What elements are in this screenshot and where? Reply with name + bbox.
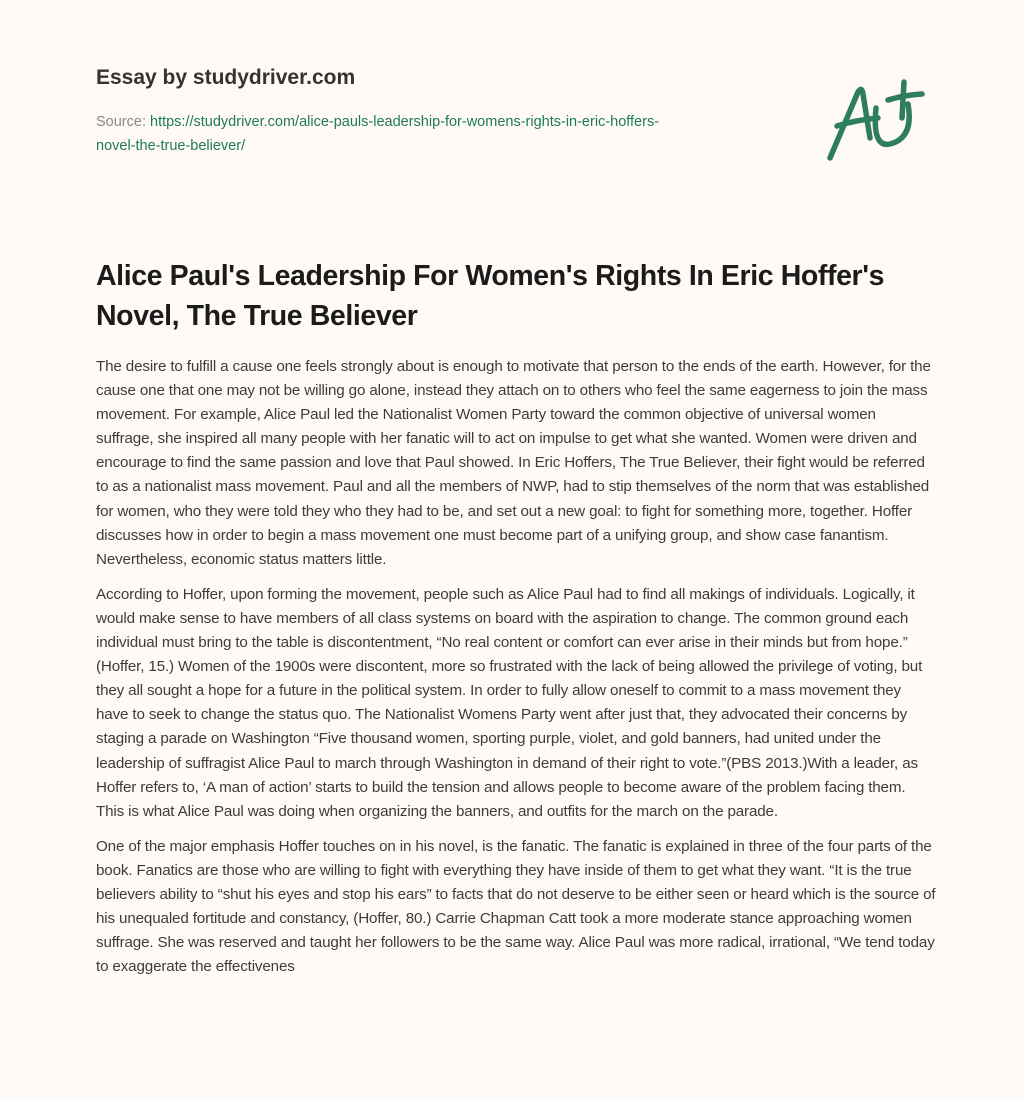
source-link-line1[interactable]: https://studydriver.com/alice-pauls-leadership-for-womens-rights-in-eric-hoffers- bbox=[150, 114, 660, 130]
article-paragraph: The desire to fulfill a cause one feels strongly about is enough to motivate that person to the ends of the earth. However, for the cause one that one may not be willing go alone, instead they attach on to others who feel the same eagerness to join the mass movement. For example, Alice Paul led the Nationalist Women Party toward the common objective of universal women suffrage, she inspired all many people with her fanatic will to act on impulse to get what she wanted. Women were driven and encourage to find the same passion and love that Paul showed. In Eric Hoffers, The True Believer, their fight would be referred to as a nationalist mass movement. Paul and all the members of NWP, had to stip themselves of the norm that was established for women, who they were told they who they had to be, and set out a new goal: to fight for something more, together. Hoffer discusses how in order to begin a mass movement one must become part of a unifying group, and show case fanantism. Nevertheless, economic status matters little. bbox=[96, 358, 931, 568]
a-plus-grade-icon bbox=[818, 68, 930, 166]
source-line bbox=[96, 110, 776, 158]
article-body bbox=[96, 355, 936, 990]
source-link-line2[interactable]: novel-the-true-believer/ bbox=[96, 138, 246, 154]
page-header bbox=[96, 64, 776, 158]
source-label: Source: bbox=[96, 114, 150, 130]
brand-title: Essay by studydriver.com bbox=[96, 66, 356, 89]
article-title: Alice Paul's Leadership For Women's Rights In Eric Hoffer's Novel, The True Believer bbox=[96, 260, 885, 332]
article-paragraph: According to Hoffer, upon forming the movement, people such as Alice Paul had to find all makings of individuals. Logically, it would make sense to have members of all class systems on board with the aspiration to change. The common ground each individual must bring to the table is discontentment, “No real content or comfort can ever arise in their minds but from hope.” (Hoffer, 15.) Women of the 1900s were discontent, more so frustrated with the lack of being allowed the privilege of voting, but they all sought a hope for a future in the political system. In order to fully allow oneself to commit to a mass movement they have to seek to change the status quo. The Nationalist Womens Party went after just that, they advocated their concerns by staging a parade on Washington “Five thousand women, sporting purple, violet, and gold banners, had united under the leadership of suffragist Alice Paul to march through Washington in demand of their right to vote.”(PBS 2013.)With a leader, as Hoffer refers to, ‘A man of action’ starts to build the tension and allows people to become aware of the problem facing them. This is what Alice Paul was doing when organizing the banners, and outfits for the march on the parade. bbox=[96, 585, 923, 820]
source-link[interactable] bbox=[96, 114, 659, 154]
article-paragraph: One of the major emphasis Hoffer touches on in his novel, is the fanatic. The fanatic is explained in three of the four parts of the book. Fanatics are those who are willing to fight with everything they have inside of them to get what they want. “It is the true believers ability to “shut his eyes and stop his ears” to facts that do not deserve to be either seen or heard which is the source of his unequaled fortitude and constancy, (Hoffer, 80.) Carrie Chapman Catt took a more moderate stance approaching women suffrage. She was reserved and taught her followers to be the same way. Alice Paul was more radical, irrational, “We tend today to exaggerate the effectivenes bbox=[96, 837, 936, 976]
